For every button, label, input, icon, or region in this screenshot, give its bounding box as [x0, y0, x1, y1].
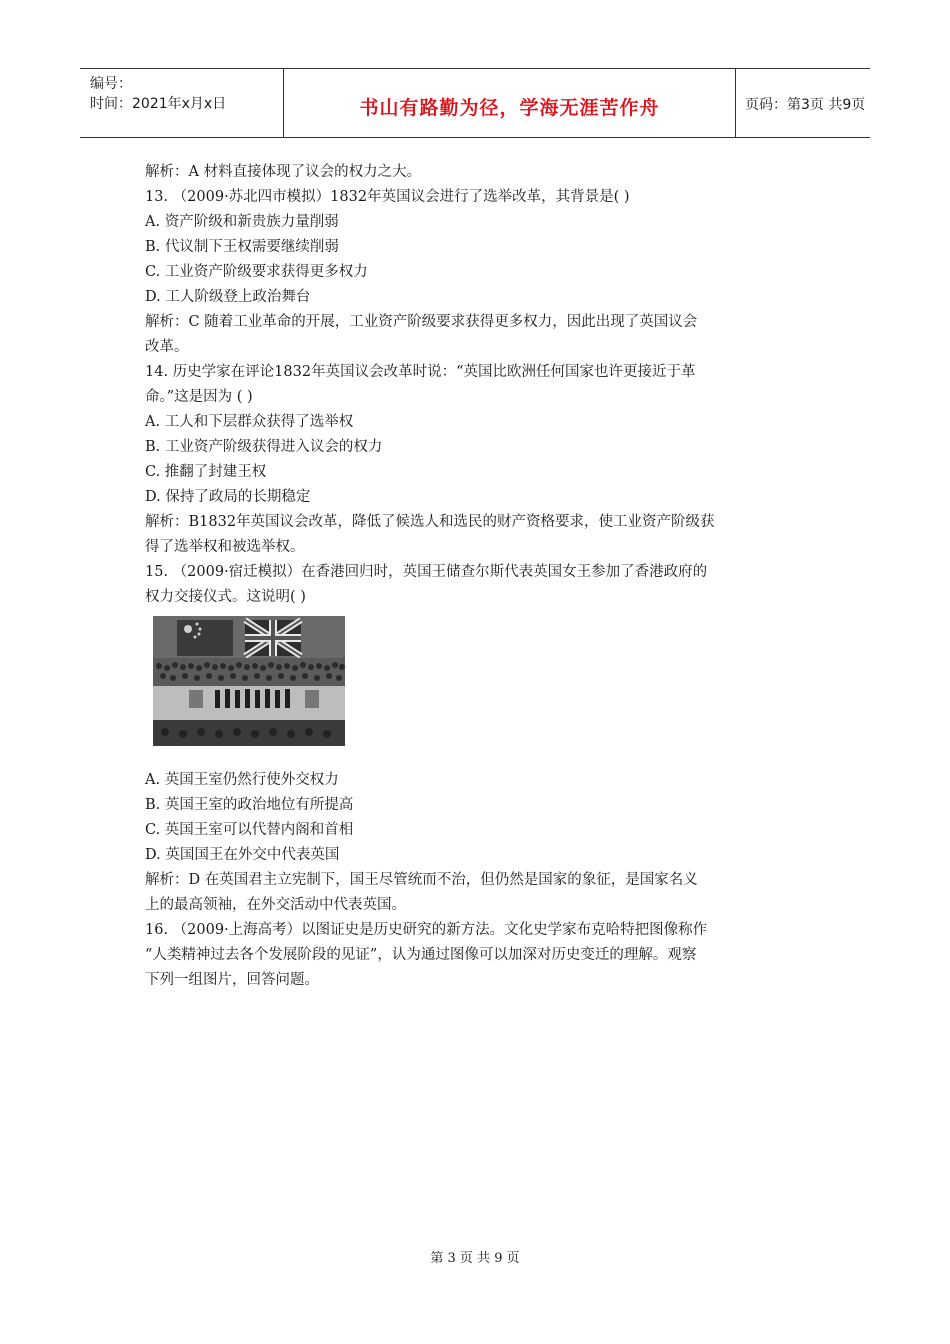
question-16-stem-cont: “人类精神过去各个发展阶段的见证”，认为通过图像可以加深对历史变迁的理解。观察: [145, 947, 697, 963]
question-15-option-a: A. 英国王室仍然行使外交权力: [145, 772, 339, 788]
header-motto: 书山有路勤为径，学海无涯苦作舟: [359, 97, 660, 119]
document-body: [145, 160, 810, 993]
page-header: [80, 68, 870, 138]
page-footer: 第 3 页 共 9 页: [430, 1251, 520, 1266]
question-14-option-b: B. 工业资产阶级获得进入议会的权力: [145, 439, 383, 455]
question-15-analysis-cont: 上的最高领袖，在外交活动中代表英国。: [145, 897, 406, 913]
question-13-option-c: C. 工业资产阶级要求获得更多权力: [145, 264, 368, 280]
question-14-analysis-cont: 得了选举权和被选举权。: [145, 539, 305, 555]
question-15-stem: 15. （2009·宿迁模拟）在香港回归时，英国王储查尔斯代表英国女王参加了香港政府的: [145, 564, 708, 580]
handover-photo-image: [153, 616, 345, 746]
question-15-analysis: 解析：D 在英国君主立宪制下，国王尽管统而不治，但仍然是国家的象征，是国家名义: [145, 872, 698, 888]
text-line: 解析：A 材料直接体现了议会的权力之大。: [145, 164, 422, 180]
question-15-stem-cont: 权力交接仪式。这说明( ): [145, 589, 306, 605]
question-15-option-b: B. 英国王室的政治地位有所提高: [145, 797, 354, 813]
document-date: 时间：2021年x月x日: [90, 96, 227, 112]
question-14-stem: 14. 历史学家在评论1832年英国议会改革时说：“英国比欧洲任何国家也许更接近于革: [145, 364, 696, 380]
question-16-stem: 16. （2009·上海高考）以图证史是历史研究的新方法。文化史学家布克哈特把图像称作: [145, 922, 708, 938]
question-14-option-c: C. 推翻了封建王权: [145, 464, 267, 480]
handover-ceremony-photo: [153, 616, 345, 746]
question-13-analysis: 解析：C 随着工业革命的开展，工业资产阶级要求获得更多权力，因此出现了英国议会: [145, 314, 698, 330]
question-13-stem: 13. （2009·苏北四市模拟）1832年英国议会进行了选举改革，其背景是( ): [145, 189, 630, 205]
question-14-analysis: 解析：B1832年英国议会改革，降低了候选人和选民的财产资格要求，使工业资产阶级获: [145, 514, 715, 530]
question-14-option-d: D. 保持了政局的长期稳定: [145, 489, 311, 505]
chinese-flag-icon: [177, 620, 233, 656]
document-number-label: 编号：: [90, 76, 132, 92]
header-right-cell: [735, 69, 870, 137]
union-jack-icon: [245, 620, 301, 656]
header-motto-cell: [283, 69, 736, 137]
question-13-option-d: D. 工人阶级登上政治舞台: [145, 289, 311, 305]
question-14-stem-cont: 命。”这是因为 ( ): [145, 389, 253, 405]
header-page-info: 页码：第3页 共9页: [745, 97, 866, 113]
question-13-option-a: A. 资产阶级和新贵族力量削弱: [145, 214, 339, 230]
question-16-stem-end: 下列一组图片，回答问题。: [145, 972, 319, 988]
question-13-analysis-cont: 改革。: [145, 339, 189, 355]
header-left-cell: [80, 69, 283, 137]
question-14-option-a: A. 工人和下层群众获得了选举权: [145, 414, 354, 430]
question-13-option-b: B. 代议制下王权需要继续削弱: [145, 239, 339, 255]
question-15-option-c: C. 英国王室可以代替内阁和首相: [145, 822, 354, 838]
question-15-option-d: D. 英国国王在外交中代表英国: [145, 847, 340, 863]
